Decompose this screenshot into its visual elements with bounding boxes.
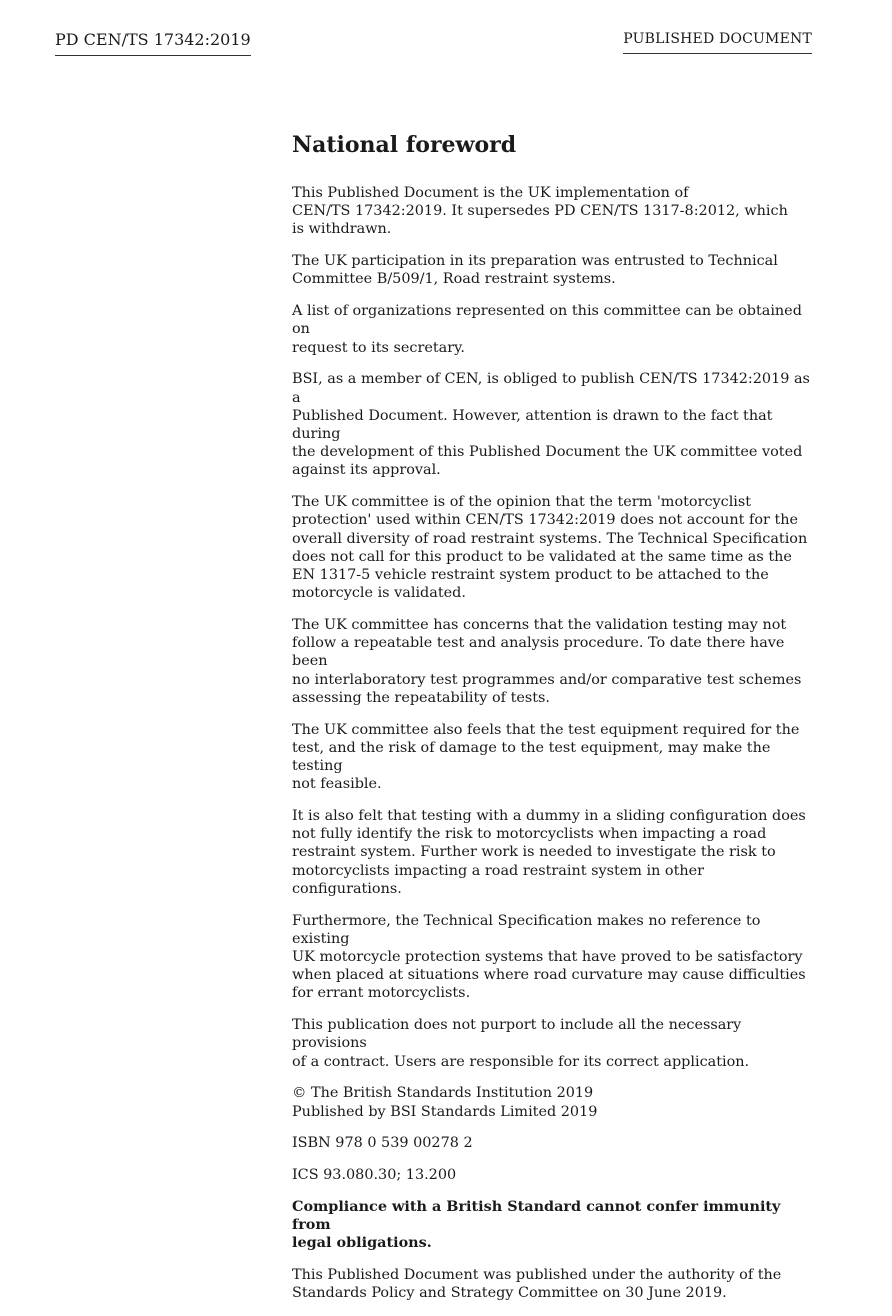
paragraph-test-equipment: The UK committee also feels that the test equipment required for the test, and the risk of damage to the test equipment, may make the testing not feasible. — [292, 721, 800, 793]
paragraph-organizations: A list of organizations represented on this committee can be obtained on request to its secretary. — [292, 303, 802, 356]
paragraph-copyright: © The British Standards Institution 2019 Published by BSI Standards Limited 2019 — [292, 1085, 598, 1120]
paragraph-validation-concerns: The UK committee has concerns that the validation testing may not follow a repeatable test and analysis procedure. To date there have been no interlaboratory test programmes and/or comparative test schemes assessing the repeatability of tests. — [292, 617, 802, 706]
foreword-body — [292, 130, 816, 1316]
paragraph-ics: ICS 93.080.30; 13.200 — [292, 1167, 457, 1184]
paragraph-contract-provisions: This publication does not purport to include all the necessary provisions of a contract. Users are responsible for its correct application. — [292, 1017, 750, 1070]
paragraph-participation: The UK participation in its preparation was entrusted to Technical Committee B/509/1, Road restraint systems. — [292, 253, 778, 288]
paragraph-authority: This Published Document was published under the authority of the Standards Policy and Strategy Committee on 30 June 2019. — [292, 1267, 782, 1302]
paragraph-implementation: This Published Document is the UK implementation of CEN/TS 17342:2019. It supersedes PD CEN/TS 1317-8:2012, which is withdrawn. — [292, 185, 788, 238]
paragraph-isbn: ISBN 978 0 539 00278 2 — [292, 1135, 473, 1152]
document-identifier: PD CEN/TS 17342:2019 — [55, 30, 251, 56]
page-title: National foreword — [292, 132, 517, 158]
paragraph-committee-opinion: The UK committee is of the opinion that the term 'motorcyclist protection' used within CEN/TS 17342:2019 does not account for the overall diversity of road restraint systems. The Technical Specification does not call for this product to be validated at the same time as the EN 1317-5 vehicle restraint system product to be attached to the motorcycle is validated. — [292, 494, 808, 602]
document-type-label: PUBLISHED DOCUMENT — [623, 30, 812, 54]
paragraph-compliance-notice: Compliance with a British Standard cannot confer immunity from legal obligations. — [292, 1198, 781, 1252]
paragraph-existing-systems: Furthermore, the Technical Specification makes no reference to existing UK motorcycle protection systems that have proved to be satisfactory when placed at situations where road curvature may cause difficulties for errant motorcyclists. — [292, 912, 806, 1002]
paragraph-dummy-testing: It is also felt that testing with a dummy in a sliding configuration does not fully identify the risk to motorcyclists when impacting a road restraint system. Further work is needed to investigate the risk to motorcyclists impacting a road restraint system in other configurations. — [292, 808, 806, 897]
paragraph-bsi-obligation: BSI, as a member of CEN, is obliged to publish CEN/TS 17342:2019 as a Published Document. However, attention is drawn to the fact that during the development of this Published Document the UK committee voted against its approval. — [292, 371, 810, 479]
